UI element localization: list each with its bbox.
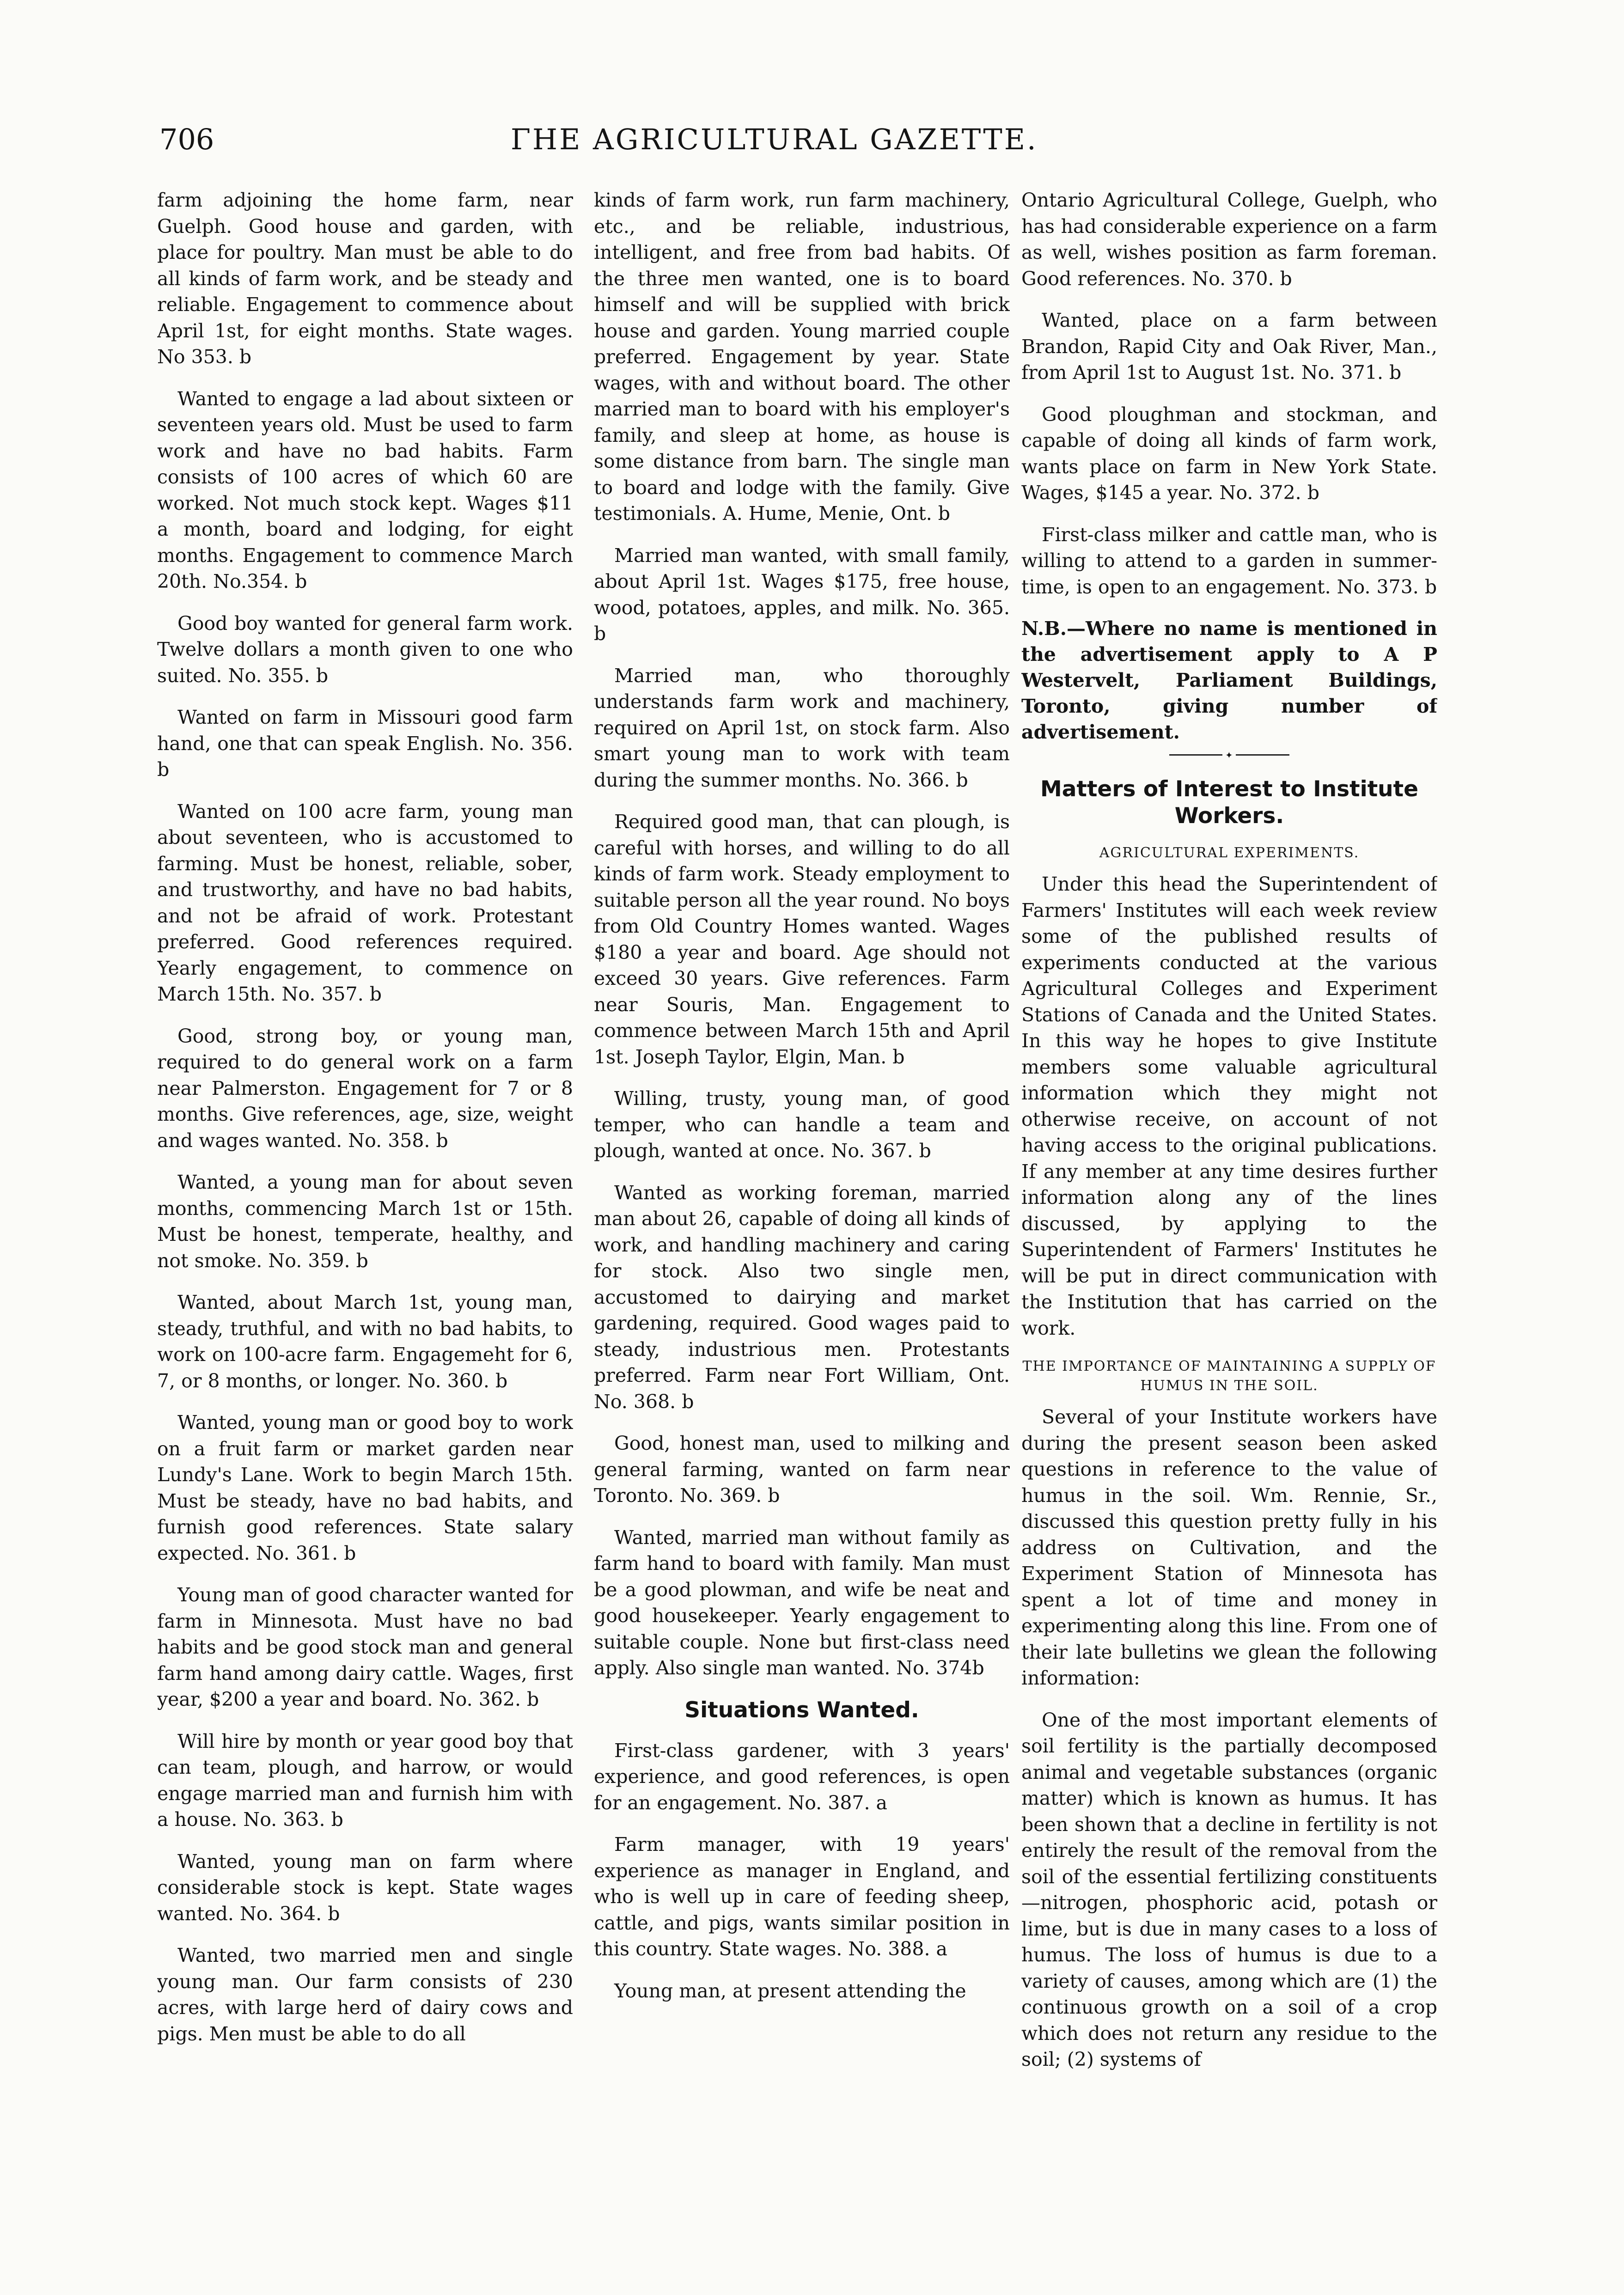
running-title: ΓHE AGRICULTURAL GAZETTE.: [511, 122, 1038, 156]
ad-paragraph: Wanted on 100 acre farm, young man about seventeen, who is accustomed to farming. Must be honest, reliable, sober, and trustworthy, and have no bad habits, and not be afraid of work. Protestant preferred. Good references required. Yearly engagement, to commence on March 15th. No. 357. b: [157, 800, 573, 1005]
situation-paragraph: Young man, at present attending the: [614, 1979, 966, 2002]
ad-paragraph: Wanted to engage a lad about sixteen or seventeen years old. Must be used to farm work and have no bad habits. Farm consists of 100 acres of which 60 are worked. Not much stock kept. Wages $11 a month, board and lodging, for eight months. Engagement to commence March 20th. No.354. b: [157, 387, 573, 592]
institute-workers-heading: Matters of Interest to Institute Workers.: [1040, 776, 1418, 829]
situation-paragraph: First-class gardener, with 3 years' experience, and good references, is open for an engagement. No. 387. a: [594, 1739, 1010, 1814]
nb-notice: N.B.—Where no name is mentioned in the advertisement apply to A P Westervelt, Parliament Buildings, Toronto, giving number of advertisement.: [1021, 617, 1437, 743]
situation-paragraph: Ontario Agricultural College, Guelph, who has had considerable experience on a farm as well, wishes position as farm foreman. Good references. No. 370. b: [1021, 189, 1437, 290]
situation-paragraph: Farm manager, with 19 years' experience as manager in England, and who is well up in care of feeding sheep, cattle, and pigs, wants similar position in this country. State wages. No. 388. a: [594, 1833, 1010, 1960]
article-paragraph: Several of your Institute workers have during the present season been asked questions in reference to the value of humus in the soil. Wm. Rennie, Sr., discussed this question pretty fully in his address on Cultivation, and the Experiment Station of Minnesota has spent a lot of time and money in experimenting along this line. From one of their late bulletins we glean the following information:: [1021, 1406, 1437, 1689]
situation-paragraph: Good ploughman and stockman, and capable of doing all kinds of farm work, wants place on farm in New York State. Wages, $145 a year. No. 372. b: [1021, 403, 1437, 504]
ornament-icon: ✦: [1222, 750, 1236, 761]
ad-paragraph: Wanted, young man or good boy to work on a fruit farm or market garden near Lundy's Lane. Work to begin March 15th. Must be steady, have no bad habits, and furnish good references. State salary expected. No. 361. b: [157, 1411, 573, 1564]
ad-paragraph: Good boy wanted for general farm work. Twelve dollars a month given to one who suited. No. 355. b: [157, 612, 573, 687]
experiments-subheading: AGRICULTURAL EXPERIMENTS.: [1099, 845, 1360, 861]
ad-paragraph: Good, strong boy, or young man, required to do general work on a farm near Palmerston. Engagement for 7 or 8 months. Give references, age, size, weight and wages wanted. No. 358. b: [157, 1025, 573, 1152]
ad-paragraph: Wanted on farm in Missouri good farm hand, one that can speak English. No. 356. b: [157, 706, 573, 781]
ad-paragraph: Will hire by month or year good boy that can team, plough, and harrow, or would engage married man and furnish him with a house. No. 363. b: [157, 1730, 573, 1831]
ad-paragraph: Wanted, young man on farm where considerable stock is kept. State wages wanted. No. 364. b: [157, 1850, 573, 1925]
ad-paragraph: Willing, trusty, young man, of good temper, who can handle a team and plough, wanted at once. No. 367. b: [594, 1087, 1010, 1162]
ad-paragraph: Wanted, about March 1st, young man, steady, truthful, and with no bad habits, to work on 100-acre farm. Engagemeht for 6, 7, or 8 months, or longer. No. 360. b: [157, 1291, 573, 1392]
humus-subheading: THE IMPORTANCE OF MAINTAINING A SUPPLY OF HUMUS IN THE SOIL.: [1022, 1358, 1436, 1394]
ad-paragraph: Young man of good character wanted for farm in Minnesota. Must have no bad habits and be good stock man and general farm hand among dairy cattle. Wages, first year, $200 a year and board. No. 362. b: [157, 1584, 573, 1710]
page-header: [159, 118, 1453, 173]
ad-paragraph: kinds of farm work, run farm machinery, etc., and be reliable, industrious, intelligent, and free from bad habits. Of the three men wanted, one is to board himself and will be supplied with brick house and garden. Young married couple preferred. Engagement by year. State wages, with and without board. The other married man to board with his employer's family, and sleep at home, as house is some distance from barn. The single man to board and lodge with the family. Give testimonials. A. Hume, Menie, Ont. b: [594, 189, 1010, 525]
ad-paragraph: Married man wanted, with small family, about April 1st. Wages $175, free house, wood, potatoes, apples, and milk. No. 365. b: [594, 544, 1010, 645]
situation-paragraph: Wanted, place on a farm between Brandon, Rapid City and Oak River, Man., from April 1st to August 1st. No. 371. b: [1021, 309, 1437, 384]
ad-paragraph: Good, honest man, used to milking and general farming, wanted on farm near Toronto. No. 369. b: [594, 1432, 1010, 1507]
situation-paragraph: First-class milker and cattle man, who is willing to attend to a garden in summer-time, is open to an engagement. No. 373. b: [1021, 523, 1437, 598]
section-divider: [1169, 750, 1289, 761]
column-1: [157, 187, 573, 2202]
ad-paragraph: farm adjoining the home farm, near Guelph. Good house and garden, with place for poultry. Man must be able to do all kinds of farm work, and be steady and reliable. Engagement to commence about April 1st, for eight months. State wages. No 353. b: [157, 189, 573, 368]
situations-wanted-heading: Situations Wanted.: [684, 1697, 919, 1723]
ad-paragraph: Wanted as working foreman, married man about 26, capable of doing all kinds of work, and handling machinery and caring for stock. Also two single men, accustomed to dairying and market gardening, required. Good wages paid to steady, industrious men. Protestants preferred. Farm near Fort William, Ont. No. 368. b: [594, 1181, 1010, 1413]
ad-paragraph: Wanted, a young man for about seven months, commencing March 1st or 15th. Must be honest, temperate, healthy, and not smoke. No. 359. b: [157, 1171, 573, 1272]
ad-paragraph: Wanted, two married men and single young man. Our farm consists of 230 acres, with large herd of dairy cows and pigs. Men must be able to do all: [157, 1944, 573, 2045]
column-2: [594, 187, 1010, 2202]
ad-paragraph: Wanted, married man without family as farm hand to board with family. Man must be a good plowman, and wife be neat and good housekeeper. Yearly engagement to suitable couple. None but first-class need apply. Also single man wanted. No. 374b: [594, 1526, 1010, 1679]
article-paragraph: Under this head the Superintendent of Farmers' Institutes will each week review some of the published results of experiments conducted at the various Agricultural Colleges and Experiment Stations of Canada and the United States. In this way he hopes to give Institute members some valuable agricultural information which they might not otherwise receive, on account of not having access to the original publications. If any member at any time desires further information along any of the lines discussed, by applying to the Superintendent of Farmers' Institutes he will be put in direct communication with the Institution that has carried on the work.: [1021, 873, 1437, 1339]
article-paragraph: One of the most important elements of soil fertility is the partially decomposed animal and vegetable substances (organic matter) which is known as humus. It has been shown that a decline in fertility is not entirely the result of the removal from the soil of the essential fertilizing constituents—nitrogen, phosphoric acid, potash or lime, but is due in many cases to a loss of humus. The loss of humus is due to a variety of causes, among which are (1) the continuous growth on a soil of a crop which does not return any residue to the soil; (2) systems of: [1021, 1709, 1437, 2070]
ad-paragraph: Married man, who thoroughly understands farm work and machinery, required on April 1st, on stock farm. Also smart young man to work with team during the summer months. No. 366. b: [594, 664, 1010, 791]
page-number: 706: [159, 122, 214, 156]
column-3: [1021, 187, 1437, 2202]
ad-paragraph: Required good man, that can plough, is careful with horses, and willing to do all kinds of farm work. Steady employment to suitable person all the year round. No boys from Old Country Homes wanted. Wages $180 a year and board. Age should not exceed 30 years. Give references. Farm near Souris, Man. Engagement to commence between March 15th and April 1st. Joseph Taylor, Elgin, Man. b: [594, 811, 1010, 1068]
